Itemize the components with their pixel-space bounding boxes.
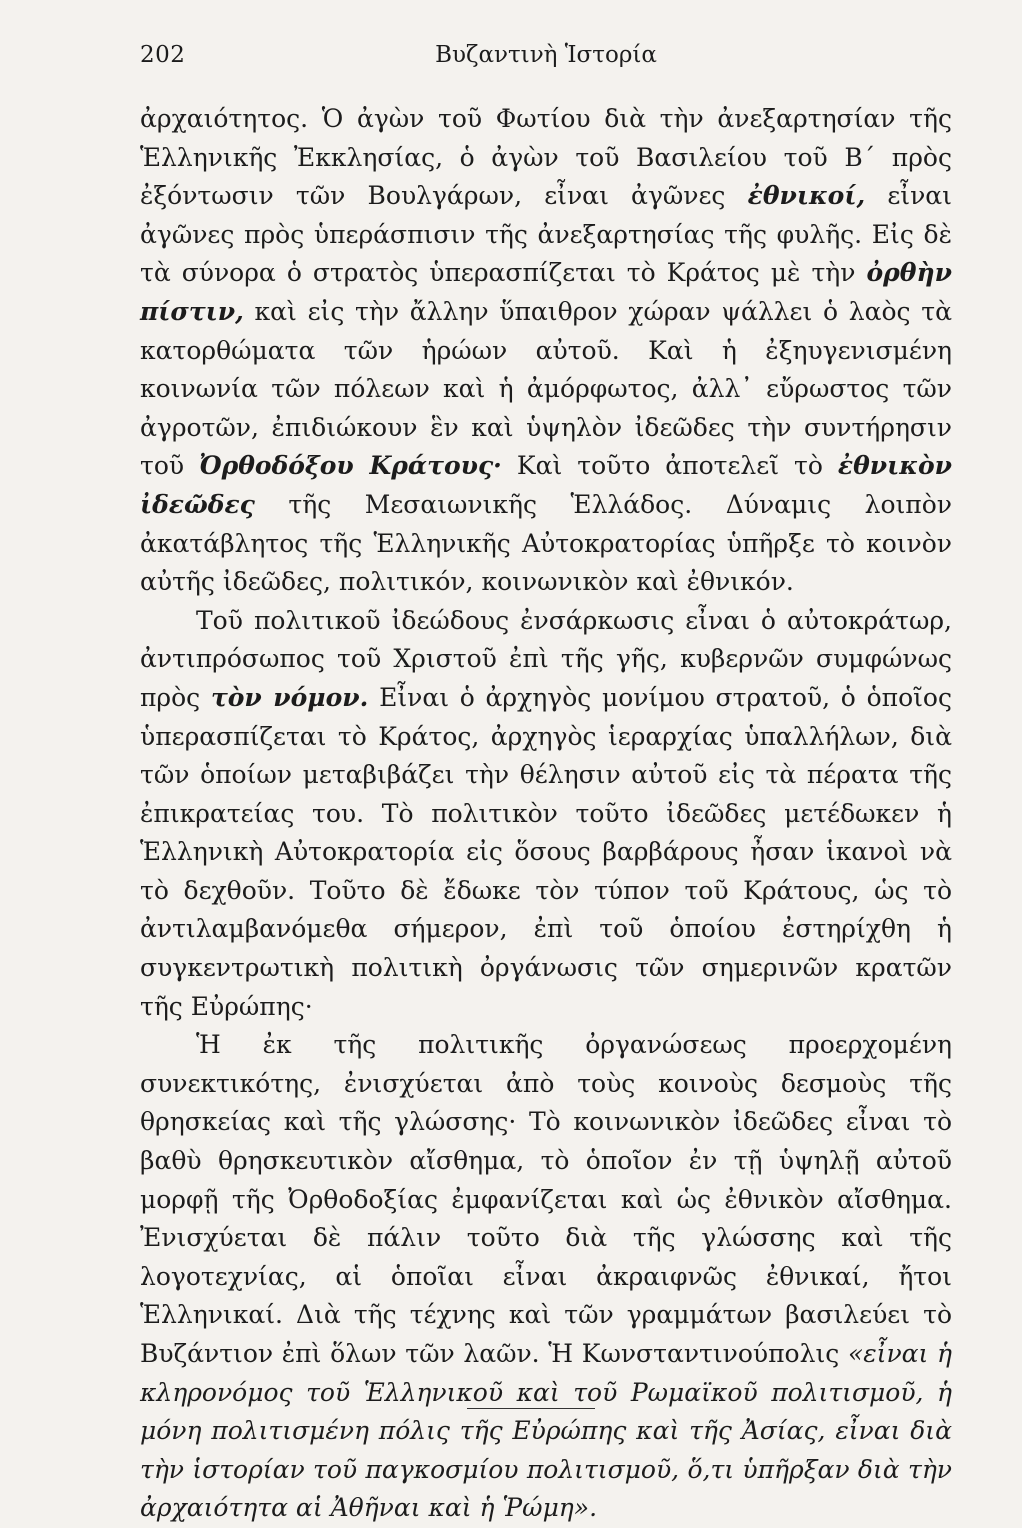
emphasized-phrase: Ὀρθοδόξου Κράτους· [199, 451, 502, 481]
text-run: τῆς Μεσαιωνικῆς Ἑλλάδος. Δύναμις λοιπὸν ἀκατάβλητος τῆς Ἑλληνικῆς Αὐτοκρατορίας ὑπῆρξε τὸ κοινὸν αὐτῆς ἰδεῶδες, πολιτικόν, κοινωνικὸν καὶ ἐθνικόν. [140, 489, 952, 597]
emphasized-phrase: ἐθνικοί, [747, 181, 866, 211]
text-run: καὶ εἰς τὴν ἄλλην ὕπαιθρον χώραν ψάλλει ὁ λαὸς τὰ κατορθώματα τῶν ἡρώων αὐτοῦ. Καὶ ἡ ἐξηυγενισμένη κοινωνία τῶν πόλεων καὶ ἡ ἀμόρφωτος, ἀλλ᾽ εὔρωστος τῶν ἀγροτῶν, ἐπιδιώκουν ἓν καὶ ὑψηλὸν ἰδεῶδες τὴν συντήρησιν τοῦ [140, 296, 952, 481]
paragraph [140, 602, 952, 1027]
page-header [140, 42, 952, 78]
emphasized-phrase: ἐθνικὸν ἰδεῶδες [140, 451, 952, 519]
text-run: Ἡ ἐκ τῆς πολιτικῆς ὀργανώσεως προερχομένη συνεκτικότης, ἐνισχύεται ἀπὸ τοὺς κοινοὺς δεσμοὺς τῆς θρησκείας καὶ τῆς γλώσσης· Τὸ κοινωνικὸν ἰδεῶδες εἶναι τὸ βαθὺ θρησκευτικὸν αἴσθημα, τὸ ὁποῖον ἐν τῇ ὑψηλῇ αὐτοῦ μορφῇ τῆς Ὀρθοδοξίας ἐμφανίζεται καὶ ὡς ἐθνικὸν αἴσθημα. Ἐνισχύεται δὲ πάλιν τοῦτο διὰ τῆς γλώσσης καὶ τῆς λογοτεχνίας, αἱ ὁποῖαι εἶναι ἀκραιφνῶς ἐθνικαί, ἤτοι Ἑλληνικαί. Διὰ τῆς τέχνης καὶ τῶν γραμμάτων βασιλεύει τὸ Βυζάντιον ἐπὶ ὅλων τῶν λαῶν. Ἡ Κωνσταντινούπολις [140, 1030, 952, 1368]
paragraph [140, 1026, 952, 1528]
body-text [140, 100, 952, 1528]
text-run: ἀρχαιότητος. Ὁ ἀγὼν τοῦ Φωτίου διὰ τὴν ἀνεξαρτησίαν τῆς Ἑλληνικῆς Ἐκκλησίας, ὁ ἀγὼν τοῦ Βασιλείου τοῦ Β΄ πρὸς ἐξόντωσιν τῶν Βουλγάρων, εἶναι ἀγῶνες [140, 104, 952, 211]
emphasized-phrase: ὀρθὴν πίστιν, [140, 258, 952, 326]
page-number: 202 [140, 42, 186, 68]
text-run: Τοῦ πολιτικοῦ ἰδεώδους ἐνσάρκωσις εἶναι ὁ αὐτοκράτωρ, ἀντιπρόσωπος τοῦ Χριστοῦ ἐπὶ τῆς γῆς, κυβερνῶν συμφώνως πρὸς [140, 605, 952, 712]
running-title: Βυζαντινὴ Ἱστορία [435, 42, 657, 68]
quotation: «εἶναι ἡ κληρονόμος τοῦ Ἑλληνικοῦ καὶ τοῦ Ρωμαϊκοῦ πολιτισμοῦ, ἡ μόνη πολιτισμένη πόλις τῆς Εὐρώπης καὶ τῆς Ἀσίας, εἶναι διὰ τὴν ἱστορίαν τοῦ παγκοσμίου πολιτισμοῦ, ὅ,τι ὑπῆρξαν διὰ τὴν ἀρχαιότητα αἱ Ἀθῆναι καὶ ἡ Ῥώμη». [140, 1339, 952, 1523]
closing-rule [467, 1408, 595, 1409]
emphasized-phrase: τὸν νόμον. [210, 682, 369, 712]
text-run: εἶναι ἀγῶνες πρὸς ὑπεράσπισιν τῆς ἀνεξαρτησίας τῆς φυλῆς. Εἰς δὲ τὰ σύνορα ὁ στρατὸς ὑπερασπίζεται τὸ Κράτος μὲ τὴν [140, 181, 952, 288]
paragraph [140, 100, 952, 602]
text-run: Καὶ τοῦτο ἀποτελεῖ τὸ [501, 451, 838, 481]
text-run: Εἶναι ὁ ἀρχηγὸς μονίμου στρατοῦ, ὁ ὁποῖος ὑπερασπίζεται τὸ Κράτος, ἀρχηγὸς ἱεραρχίας ὑπαλλήλων, διὰ τῶν ὁποίων μεταβιβάζει τὴν θέλησιν αὐτοῦ εἰς τὰ πέρατα τῆς ἐπικρατείας του. Τὸ πολιτικὸν τοῦτο ἰδεῶδες μετέδωκεν ἡ Ἑλληνικὴ Αὐτοκρατορία εἰς ὅσους βαρβάρους ἦσαν ἱκανοὶ νὰ τὸ δεχθοῦν. Τοῦτο δὲ ἔδωκε τὸν τύπον τοῦ Κράτους, ὡς τὸ ἀντιλαμβανόμεθα σήμερον, ἐπὶ τοῦ ὁποίου ἐστηρίχθη ἡ συγκεντρωτικὴ πολιτικὴ ὀργάνωσις τῶν σημερινῶν κρατῶν τῆς Εὐρώπης· [140, 682, 952, 1021]
